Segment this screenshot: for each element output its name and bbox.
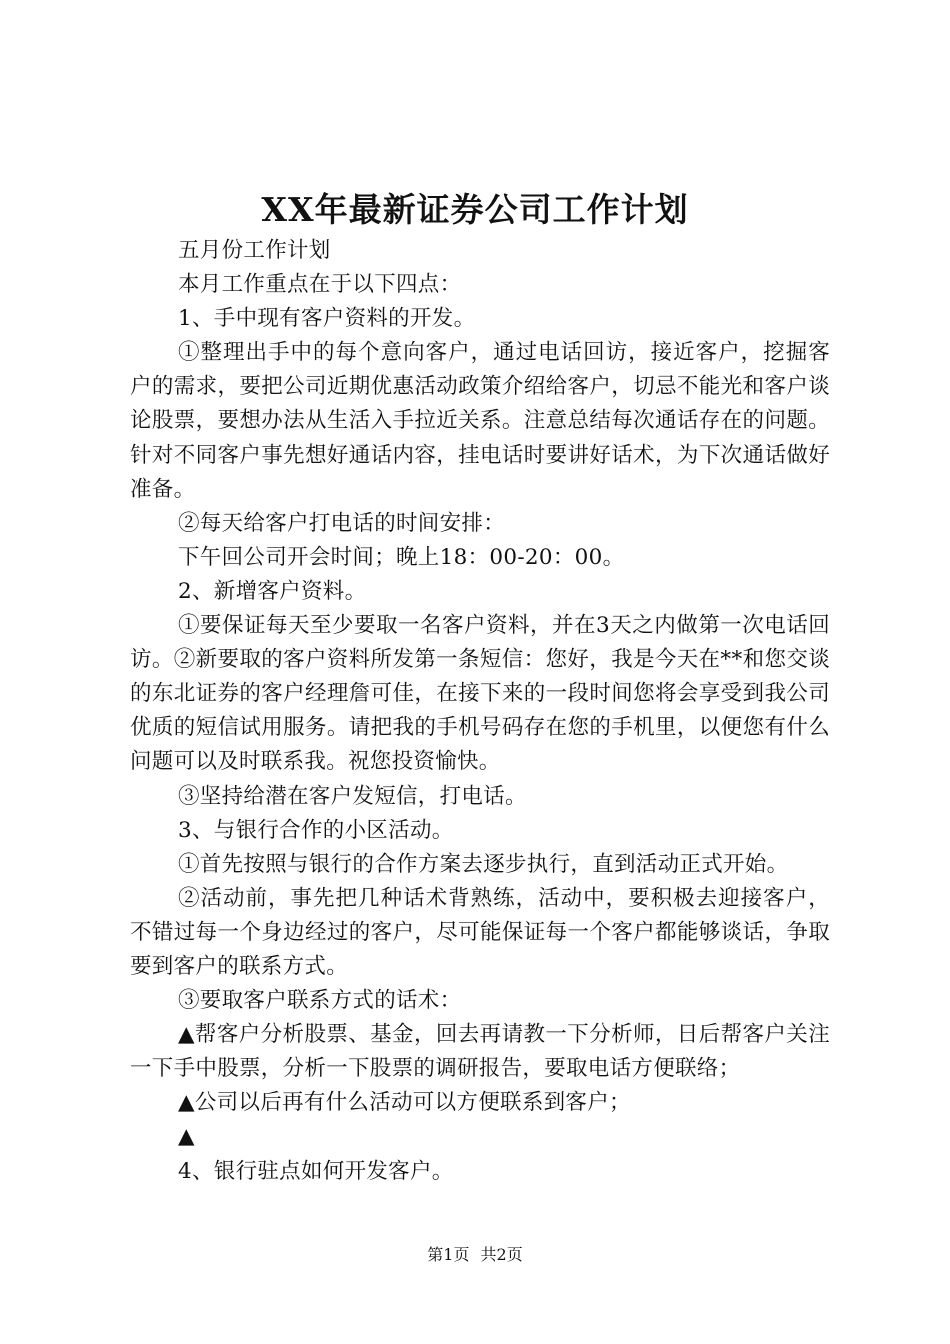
paragraph: 五月份工作计划 xyxy=(178,238,331,263)
paragraph: 1、手中现有客户资料的开发。 xyxy=(178,306,476,332)
paragraph: 3、与银行合作的小区活动。 xyxy=(178,817,454,843)
paragraph: ②每天给客户打电话的时间安排： xyxy=(178,510,506,536)
paragraph: ③要取客户联系方式的话术： xyxy=(178,988,462,1014)
paragraph: ①整理出手中的每个意向客户，通过电话回访，接近客户，挖掘客户的需求，要把公司近期优惠活动政策介绍给客户，切忌不能光和客户谈论股票，要想办法从生活入手拉近关系。注意总结每次通话存在的问题。针对不同客户事先想好通话内容，挂电话时要讲好话术，为下次通话做好准备。 xyxy=(130,340,830,502)
page-footer xyxy=(0,1243,950,1267)
page-total: 共2页 xyxy=(480,1245,523,1264)
paragraph: ▲公司以后再有什么活动可以方便联系到客户； xyxy=(178,1090,631,1116)
paragraph: 2、新增客户资料。 xyxy=(178,578,367,604)
paragraph: ③坚持给潜在客户发短信，打电话。 xyxy=(178,783,527,809)
paragraph: ▲帮客户分析股票、基金，回去再请教一下分析师，日后帮客户关注一下手中股票，分析一下股票的调研报告，要取电话方便联络； xyxy=(130,1022,830,1082)
paragraph: ▲ xyxy=(178,1124,195,1150)
paragraph: ①首先按照与银行的合作方案去逐步执行，直到活动正式开始。 xyxy=(178,851,789,877)
page-number: 第1页 xyxy=(427,1245,470,1264)
paragraph: 4、银行驻点如何开发客户。 xyxy=(178,1158,454,1184)
paragraph: 下午回公司开会时间；晚上18：00-20：00。 xyxy=(178,544,625,570)
document-title: XX年最新证券公司工作计划 xyxy=(261,190,689,229)
paragraph: 本月工作重点在于以下四点： xyxy=(178,272,462,298)
paragraph: ①要保证每天至少要取一名客户资料，并在3天之内做第一次电话回访。②新要取的客户资料所发第一条短信：您好，我是今天在**和您交谈的东北证券的客户经理詹可佳，在接下来的一段时间您将会享受到我公司优质的短信试用服务。请把我的手机号码存在您的手机里，以便您有什么问题可以及时联系我。祝您投资愉快。 xyxy=(130,613,830,775)
document-body xyxy=(130,234,830,1189)
paragraph: ②活动前，事先把几种话术背熟练，活动中，要积极去迎接客户，不错过每一个身边经过的客户，尽可能保证每一个客户都能够谈话，争取要到客户的联系方式。 xyxy=(130,885,830,979)
